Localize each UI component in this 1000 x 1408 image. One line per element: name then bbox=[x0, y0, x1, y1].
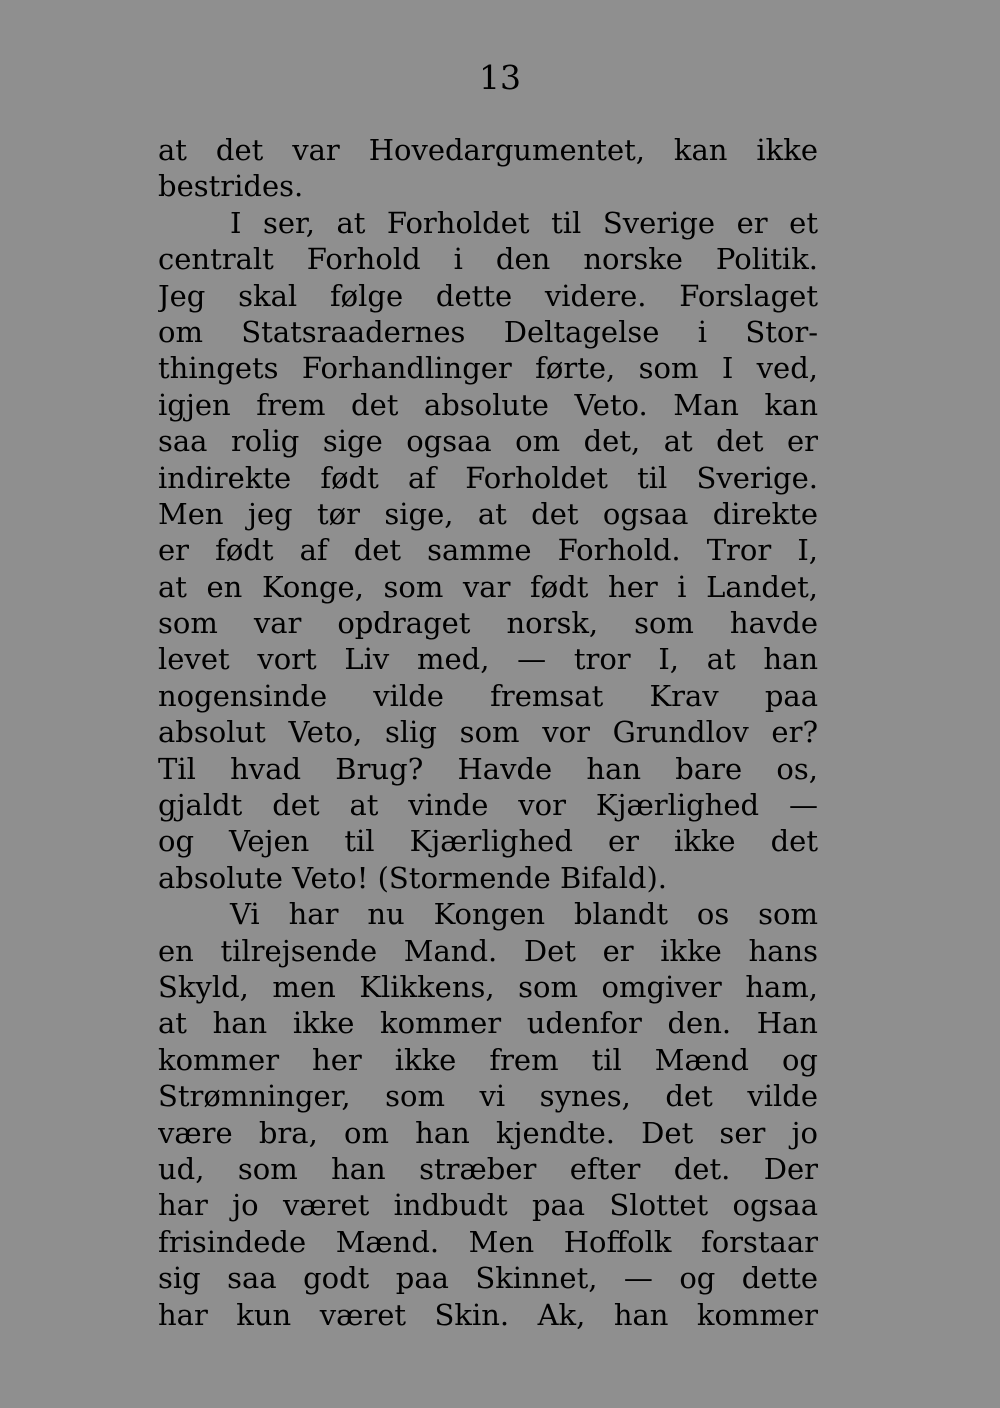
text-line: bestrides. bbox=[158, 169, 304, 204]
text-line: absolut Veto, slig som vor Grundlov er? bbox=[158, 715, 818, 750]
body-text bbox=[158, 132, 818, 1333]
text-line: gjaldt det at vinde vor Kjærlighed — bbox=[158, 788, 818, 823]
text-line: frisindede Mænd. Men Hoffolk forstaar bbox=[158, 1224, 818, 1259]
text-line: levet vort Liv med, — tror I, at han bbox=[158, 642, 818, 677]
text-line: en tilrejsende Mand. Det er ikke hans bbox=[158, 933, 818, 968]
text-line: være bra, om han kjendte. Det ser jo bbox=[158, 1115, 818, 1150]
text-line: Strømninger, som vi synes, det vilde bbox=[158, 1079, 818, 1114]
text-line: kommer her ikke frem til Mænd og bbox=[158, 1042, 818, 1077]
text-line: at en Konge, som var født her i Landet, bbox=[158, 569, 818, 604]
text-line: igjen frem det absolute Veto. Man kan bbox=[158, 387, 818, 422]
text-line: absolute Veto! (Stormende Bifald). bbox=[158, 860, 668, 895]
text-line: Jeg skal følge dette videre. Forslaget bbox=[158, 278, 818, 313]
text-line: ud, som han stræber efter det. Der bbox=[158, 1151, 818, 1186]
text-line: thingets Forhandlinger førte, som I ved, bbox=[158, 351, 818, 386]
text-line: at han ikke kommer udenfor den. Han bbox=[158, 1006, 818, 1041]
text-line: I ser, at Forholdet til Sverige er et bbox=[230, 205, 818, 240]
text-line: som var opdraget norsk, som havde bbox=[158, 606, 818, 641]
text-line: centralt Forhold i den norske Politik. bbox=[158, 242, 818, 277]
text-line: Til hvad Brug? Havde han bare os, bbox=[158, 751, 818, 786]
text-line: har kun været Skin. Ak, han kommer bbox=[158, 1297, 818, 1332]
text-line: indirekte født af Forholdet til Sverige. bbox=[158, 460, 818, 495]
text-line: Men jeg tør sige, at det ogsaa direkte bbox=[158, 496, 818, 531]
text-line: er født af det samme Forhold. Tror I, bbox=[158, 533, 818, 568]
text-line: har jo været indbudt paa Slottet ogsaa bbox=[158, 1188, 818, 1223]
text-line: Vi har nu Kongen blandt os som bbox=[230, 897, 818, 932]
text-line: Skyld, men Klikkens, som omgiver ham, bbox=[158, 969, 818, 1004]
text-line: om Statsraadernes Deltagelse i Stor- bbox=[158, 314, 818, 349]
text-line: at det var Hovedargumentet, kan ikke bbox=[158, 133, 818, 167]
text-line: nogensinde vilde fremsat Krav paa bbox=[158, 678, 818, 713]
text-line: saa rolig sige ogsaa om det, at det er bbox=[158, 424, 818, 459]
text-line: og Vejen til Kjærlighed er ikke det bbox=[158, 824, 818, 859]
page-number: 13 bbox=[479, 58, 521, 97]
text-line: sig saa godt paa Skinnet, — og dette bbox=[158, 1261, 818, 1296]
